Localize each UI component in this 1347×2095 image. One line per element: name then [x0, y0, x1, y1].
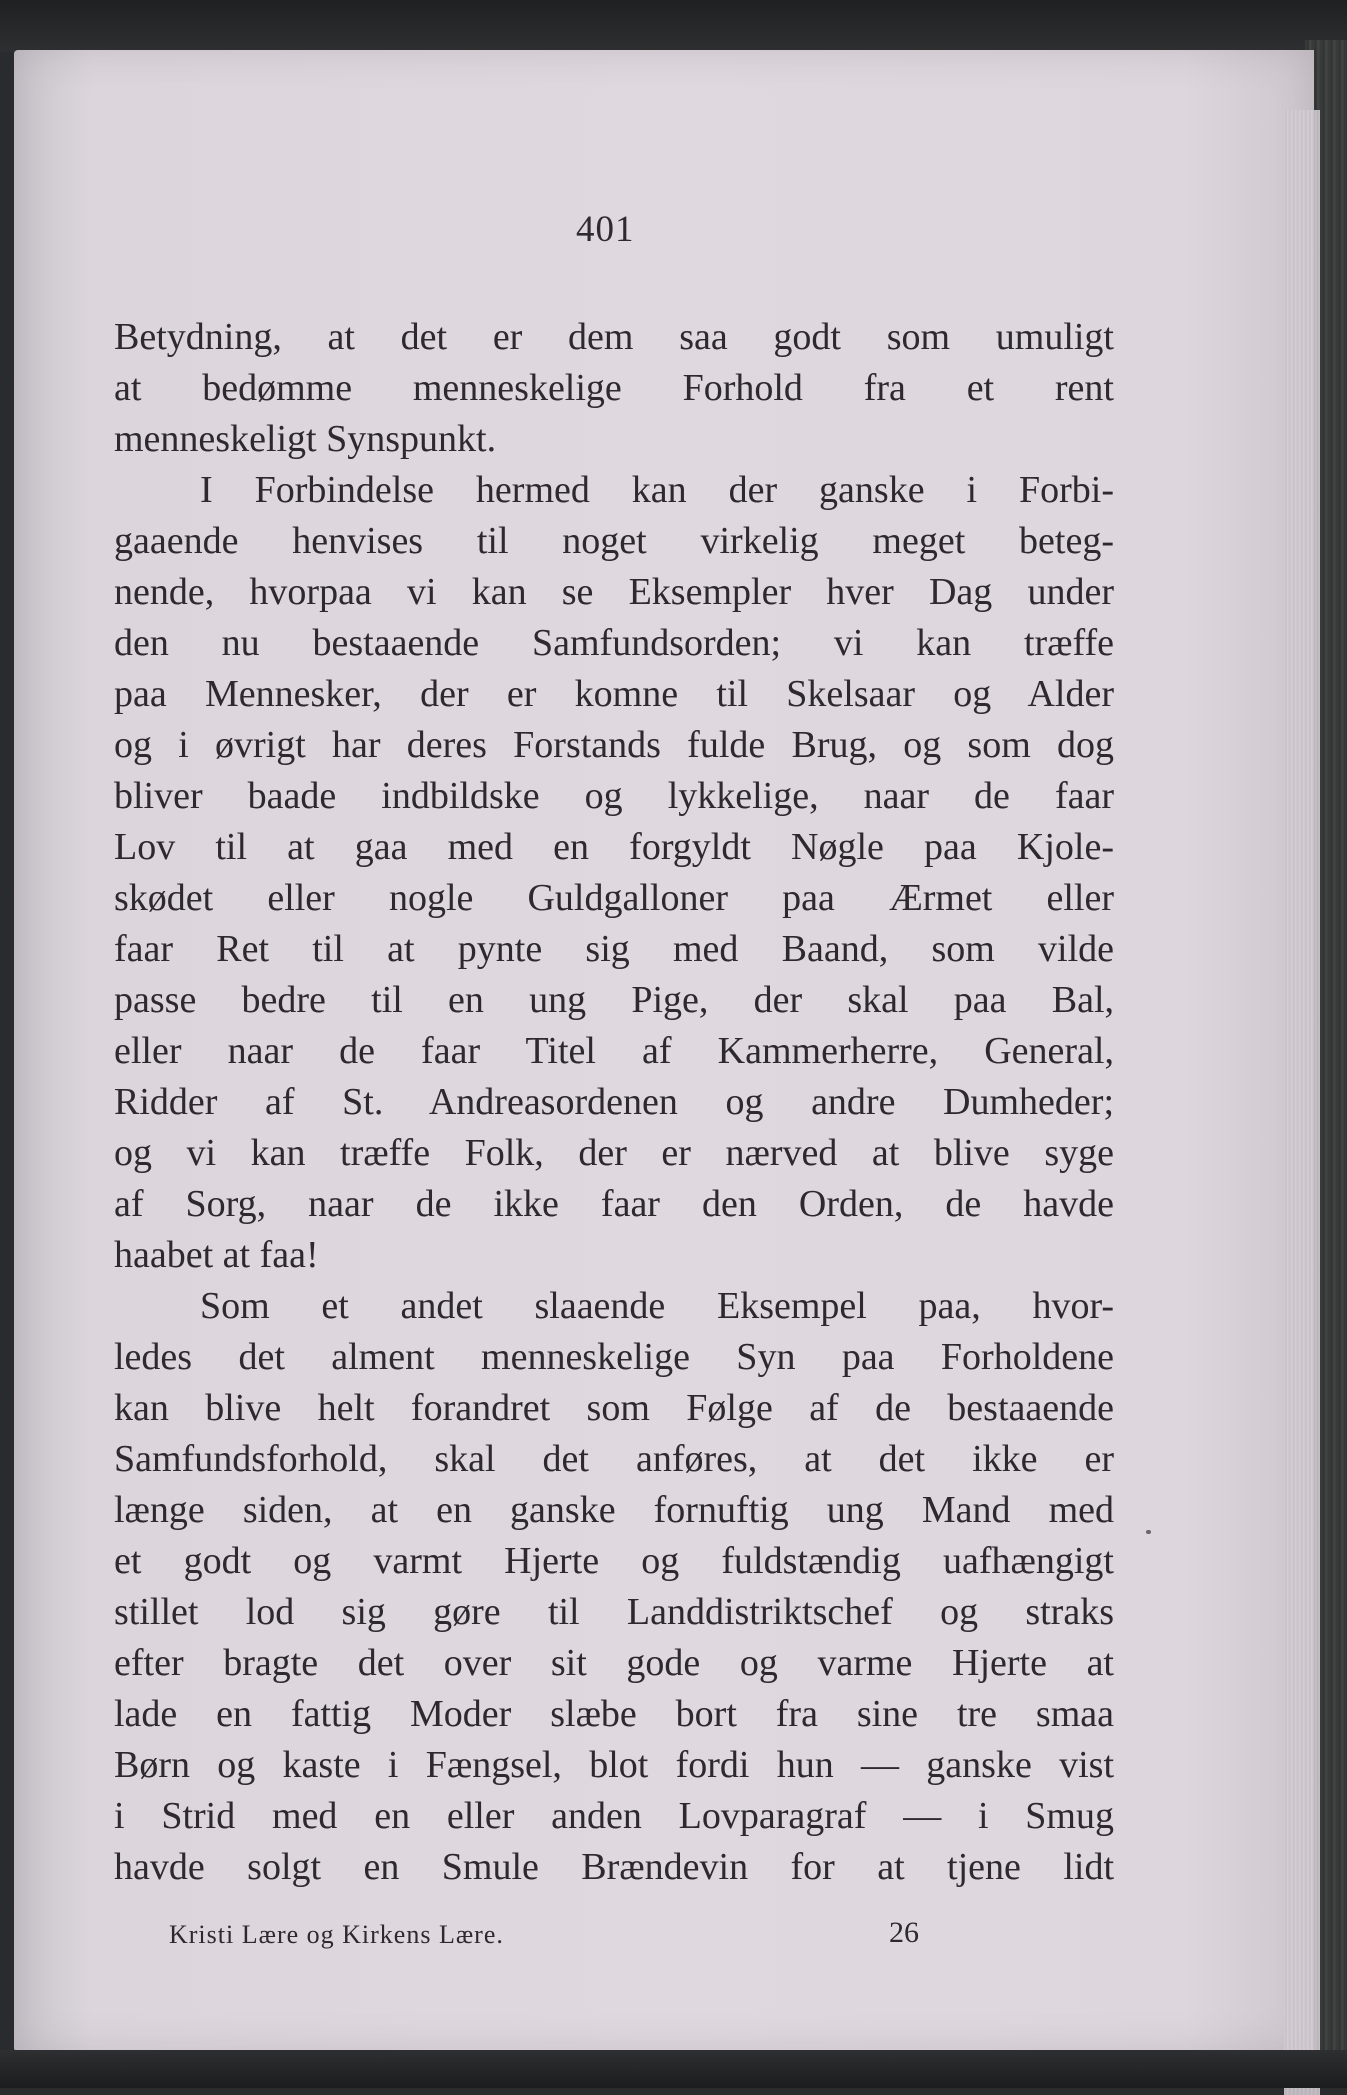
- text-line: af Sorg, naar de ikke faar den Orden, de havde: [114, 1183, 1114, 1225]
- text-line: passe bedre til en ung Pige, der skal paa Bal,: [114, 979, 1114, 1021]
- text-line: Børn og kaste i Fængsel, blot fordi hun — ganske vist: [114, 1744, 1114, 1786]
- text-line: længe siden, at en ganske fornuftig ung Mand med: [114, 1489, 1114, 1531]
- page-number: 401: [576, 209, 635, 250]
- text-line: havde solgt en Smule Brændevin for at tjene lidt: [114, 1846, 1114, 1888]
- text-line: Lov til at gaa med en forgyldt Nøgle paa Kjole-: [114, 826, 1114, 868]
- text-line: faar Ret til at pynte sig med Baand, som vilde: [114, 928, 1114, 970]
- book-page: [14, 50, 1314, 2052]
- book-bottom-edge: [0, 2050, 1347, 2088]
- text-line: Som et andet slaaende Eksempel paa, hvor-: [200, 1285, 1114, 1327]
- text-line: nende, hvorpaa vi kan se Eksempler hver Dag under: [114, 571, 1114, 613]
- text-line: I Forbindelse hermed kan der ganske i Forbi-: [200, 469, 1114, 511]
- text-line: gaaende henvises til noget virkelig meget beteg-: [114, 520, 1114, 562]
- text-line: Samfundsforhold, skal det anføres, at det ikke er: [114, 1438, 1114, 1480]
- text-line: kan blive helt forandret som Følge af de bestaaende: [114, 1387, 1114, 1429]
- text-line: lade en fattig Moder slæbe bort fra sine tre smaa: [114, 1693, 1114, 1735]
- page-stack-edge: [1284, 110, 1320, 2095]
- text-line: at bedømme menneskelige Forhold fra et rent: [114, 367, 1114, 409]
- text-line: menneskeligt Synspunkt.: [114, 418, 497, 460]
- text-line: eller naar de faar Titel af Kammerherre, General,: [114, 1030, 1114, 1072]
- footer-book-title: Kristi Lære og Kirkens Lære.: [169, 1920, 504, 1949]
- book-top-edge: [0, 0, 1347, 52]
- text-line: paa Mennesker, der er komne til Skelsaar og Alder: [114, 673, 1114, 715]
- signature-mark: 26: [889, 1916, 919, 1949]
- text-line: og i øvrigt har deres Forstands fulde Brug, og som dog: [114, 724, 1114, 766]
- text-line: og vi kan træffe Folk, der er nærved at blive syge: [114, 1132, 1114, 1174]
- text-line: efter bragte det over sit gode og varme Hjerte at: [114, 1642, 1114, 1684]
- text-line: i Strid med en eller anden Lovparagraf — i Smug: [114, 1795, 1114, 1837]
- text-line: bliver baade indbildske og lykkelige, naar de faar: [114, 775, 1114, 817]
- body-text: [114, 312, 1114, 1893]
- text-line: ledes det alment menneskelige Syn paa Forholdene: [114, 1336, 1114, 1378]
- text-line: Ridder af St. Andreasordenen og andre Dumheder;: [114, 1081, 1114, 1123]
- text-line: haabet at faa!: [114, 1234, 319, 1276]
- text-line: Betydning, at det er dem saa godt som umuligt: [114, 316, 1114, 358]
- text-line: skødet eller nogle Guldgalloner paa Ærmet eller: [114, 877, 1114, 919]
- text-line: et godt og varmt Hjerte og fuldstændig uafhængigt: [114, 1540, 1114, 1582]
- print-speck: [1146, 1530, 1151, 1534]
- text-line: stillet lod sig gøre til Landdistriktschef og straks: [114, 1591, 1114, 1633]
- text-line: den nu bestaaende Samfundsorden; vi kan træffe: [114, 622, 1114, 664]
